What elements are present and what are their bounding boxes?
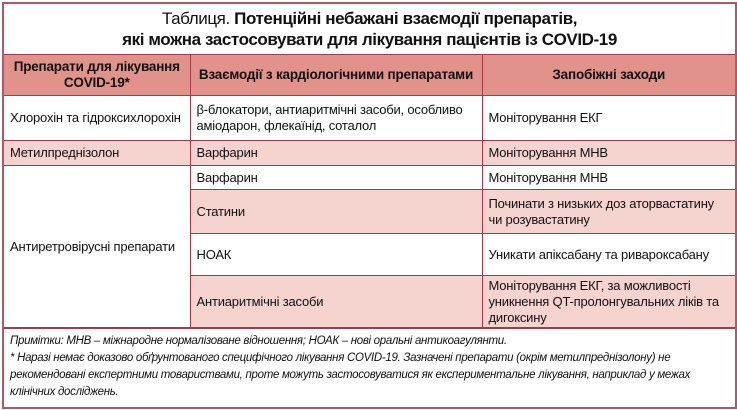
interactions-table — [4, 54, 735, 328]
measure-cell: Моніторування ЕКГ — [482, 96, 735, 141]
measure-cell: Уникати апіксабану та ривароксабану — [482, 234, 735, 276]
title-line2: які можна застосовувати для лікування пацієнтів із COVID-19 — [122, 30, 617, 49]
header-interactions: Взаємодії з кардіологічними препаратами — [190, 55, 482, 96]
measure-cell: Моніторування МНВ — [482, 141, 735, 166]
drug-cell: Метилпреднізолон — [4, 141, 190, 166]
drug-cell: Хлорохін та гідроксихлорохін — [4, 96, 190, 141]
note-abbreviations: Примітки: МНВ – міжнародне нормалізоване відношення; НОАК – нові оральні антикоагулянти. — [10, 335, 507, 347]
table-row — [4, 96, 735, 141]
interaction-cell: Варфарин — [190, 141, 482, 166]
header-measures: Запобіжні заходи — [482, 55, 735, 96]
interaction-cell: НОАК — [190, 234, 482, 276]
title-line1: Потенційні небажані взаємодії препаратів, — [234, 9, 578, 28]
table-frame — [2, 2, 737, 409]
measure-cell: Починати з низьких доз аторвастатину чи розувастатину — [482, 190, 735, 234]
table-row — [4, 166, 735, 190]
header-drugs: Препарати для лікування COVID-19* — [4, 55, 190, 96]
title-prefix: Таблиця. — [161, 9, 230, 28]
header-row — [4, 55, 735, 96]
interaction-cell: Антиаритмічні засоби — [190, 276, 482, 328]
drug-cell: Антиретровірусні препарати — [4, 166, 190, 328]
interaction-cell: Варфарин — [190, 166, 482, 190]
note-asterisk: * Наразі немає доказово обґрунтованого специфічного лікування COVID-19. Зазначені препарати (окрім метилпреднізолону) не рекомендовані експертними товариствами, проте можуть застосовуватися як експериментальне лікування, наприклад у межах клінічних досліджень. — [10, 352, 691, 398]
table-title — [4, 4, 735, 54]
interaction-cell: β-блокатори, антиаритмічні засоби, особливо аміодарон, флекаїнід, соталол — [190, 96, 482, 141]
measure-cell: Моніторування ЕКГ, за можливості уникнення QT-пролонгувальних ліків та дигоксину — [482, 276, 735, 328]
table-notes — [4, 328, 735, 405]
table-row — [4, 141, 735, 166]
interaction-cell: Статини — [190, 190, 482, 234]
measure-cell: Моніторування МНВ — [482, 166, 735, 190]
